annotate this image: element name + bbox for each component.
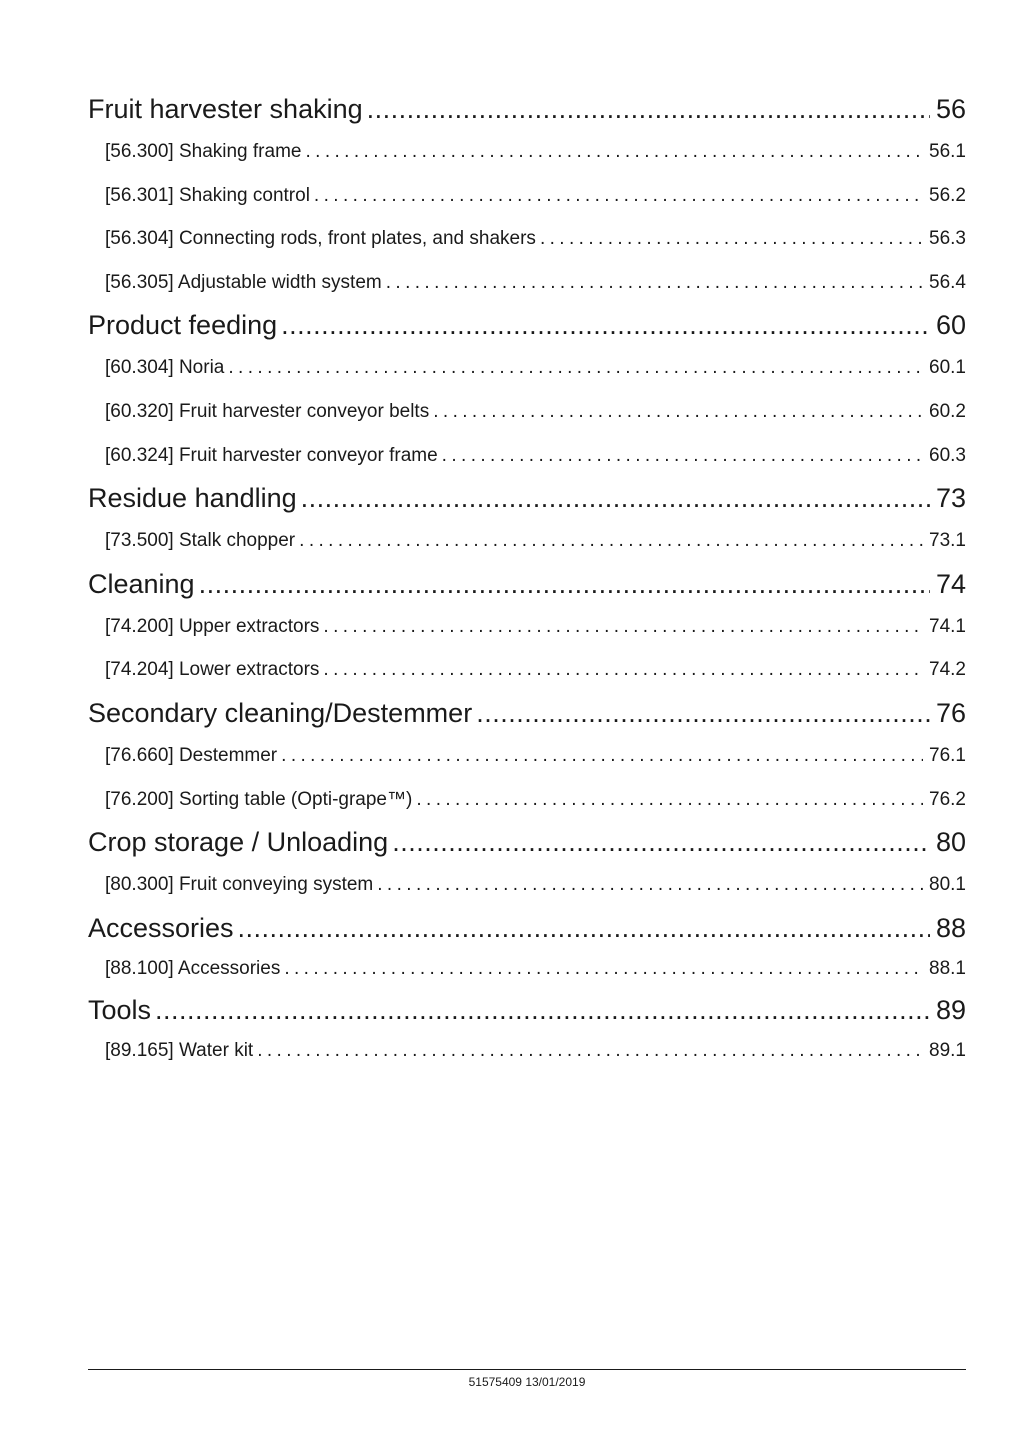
section-title: Fruit harvester shaking: [88, 94, 363, 124]
dot-leader: [281, 734, 923, 778]
toc-section-heading[interactable]: [88, 477, 966, 519]
entry-title: [76.200] Sorting table (Opti-grape™): [105, 788, 413, 810]
entry-page-number: 89.1: [929, 1039, 966, 1061]
entry-title: [56.301] Shaking control: [105, 184, 310, 206]
toc-entry[interactable]: [88, 778, 966, 822]
dot-leader: [392, 821, 930, 863]
toc-entry[interactable]: [88, 434, 966, 478]
toc-entry[interactable]: [88, 261, 966, 305]
dot-leader: [281, 304, 930, 346]
section-title: Accessories: [88, 912, 234, 943]
toc-section-cleaning: [88, 563, 966, 692]
toc-entry[interactable]: [88, 130, 966, 174]
toc-entry[interactable]: [88, 949, 966, 989]
dot-leader: [284, 949, 923, 989]
entry-title: [89.165] Water kit: [105, 1039, 254, 1061]
entry-page-number: 60.1: [929, 357, 966, 379]
toc-entry[interactable]: [88, 1031, 966, 1071]
section-page-number: 80: [935, 827, 966, 858]
dot-leader: [476, 692, 930, 734]
section-page-number: 60: [935, 310, 966, 341]
toc-entry[interactable]: [88, 519, 966, 563]
entry-title: [56.305] Adjustable width system: [105, 271, 382, 293]
toc-entry[interactable]: [88, 863, 966, 907]
dot-leader: [367, 88, 930, 130]
dot-leader: [323, 648, 923, 692]
section-page-number: 88: [935, 912, 966, 943]
dot-leader: [433, 390, 923, 434]
entry-title: [60.304] Noria: [105, 357, 225, 379]
dot-leader: [314, 174, 923, 218]
entry-page-number: 76.2: [929, 788, 966, 810]
dot-leader: [299, 519, 923, 563]
toc-section-heading[interactable]: [88, 88, 966, 130]
table-of-contents: [88, 88, 966, 1071]
entry-title: [80.300] Fruit conveying system: [105, 874, 374, 896]
toc-section-residue-handling: [88, 477, 966, 563]
toc-section-heading[interactable]: [88, 692, 966, 734]
dot-leader: [305, 130, 923, 174]
entry-title: [60.320] Fruit harvester conveyor belts: [105, 400, 430, 422]
entry-title: [74.204] Lower extractors: [105, 659, 320, 681]
section-page-number: 89: [935, 994, 966, 1025]
entry-title: [73.500] Stalk chopper: [105, 530, 296, 552]
section-page-number: 74: [935, 568, 966, 599]
entry-page-number: 76.1: [929, 744, 966, 766]
entry-title: [88.100] Accessories: [105, 957, 281, 979]
entry-page-number: 60.2: [929, 400, 966, 422]
dot-leader: [301, 477, 930, 519]
entry-page-number: 60.3: [929, 444, 966, 466]
dot-leader: [238, 907, 930, 949]
dot-leader: [416, 778, 923, 822]
section-title: Tools: [88, 994, 152, 1025]
section-page-number: 76: [935, 697, 966, 728]
entry-page-number: 80.1: [929, 874, 966, 896]
footer-document-reference: 51575409 13/01/2019: [468, 1375, 586, 1389]
section-title: Secondary cleaning/Destemmer: [88, 697, 473, 728]
entry-page-number: 74.2: [929, 659, 966, 681]
dot-leader: [155, 989, 930, 1031]
dot-leader: [540, 217, 923, 261]
dot-leader: [228, 346, 923, 390]
dot-leader: [199, 563, 930, 605]
entry-page-number: 56.2: [929, 184, 966, 206]
section-page-number: 73: [935, 483, 966, 514]
entry-title: [56.300] Shaking frame: [105, 141, 302, 162]
toc-entry[interactable]: [88, 734, 966, 778]
toc-section-fruit-harvester-shaking: [88, 88, 966, 304]
entry-page-number: 56.3: [929, 228, 966, 250]
entry-title: [74.200] Upper extractors: [105, 615, 320, 637]
toc-entry[interactable]: [88, 390, 966, 434]
section-title: Product feeding: [88, 310, 278, 341]
entry-page-number: 73.1: [929, 530, 966, 552]
toc-section-accessories: [88, 907, 966, 989]
toc-section-secondary-cleaning: [88, 692, 966, 821]
section-title: Crop storage / Unloading: [88, 827, 389, 858]
section-page-number: 56: [935, 94, 966, 124]
footer-divider: [88, 1369, 966, 1370]
toc-section-crop-storage: [88, 821, 966, 907]
toc-section-heading[interactable]: [88, 821, 966, 863]
dot-leader: [386, 261, 923, 305]
entry-page-number: 56.1: [929, 141, 966, 162]
toc-section-heading[interactable]: [88, 907, 966, 949]
section-title: Residue handling: [88, 483, 297, 514]
entry-page-number: 88.1: [929, 957, 966, 979]
toc-section-heading[interactable]: [88, 989, 966, 1031]
toc-section-tools: [88, 989, 966, 1071]
toc-entry[interactable]: [88, 346, 966, 390]
toc-entry[interactable]: [88, 217, 966, 261]
entry-title: [76.660] Destemmer: [105, 744, 278, 766]
dot-leader: [323, 605, 923, 649]
entry-page-number: 56.4: [929, 271, 966, 293]
dot-leader: [377, 863, 923, 907]
entry-page-number: 74.1: [929, 615, 966, 637]
toc-section-heading[interactable]: [88, 304, 966, 346]
toc-entry[interactable]: [88, 174, 966, 218]
toc-entry[interactable]: [88, 648, 966, 692]
entry-title: [60.324] Fruit harvester conveyor frame: [105, 444, 438, 466]
section-title: Cleaning: [88, 568, 195, 599]
toc-entry[interactable]: [88, 605, 966, 649]
dot-leader: [442, 434, 923, 478]
entry-title: [56.304] Connecting rods, front plates, and shakers: [105, 228, 536, 250]
toc-section-heading[interactable]: [88, 563, 966, 605]
toc-section-product-feeding: [88, 304, 966, 477]
dot-leader: [257, 1031, 923, 1071]
